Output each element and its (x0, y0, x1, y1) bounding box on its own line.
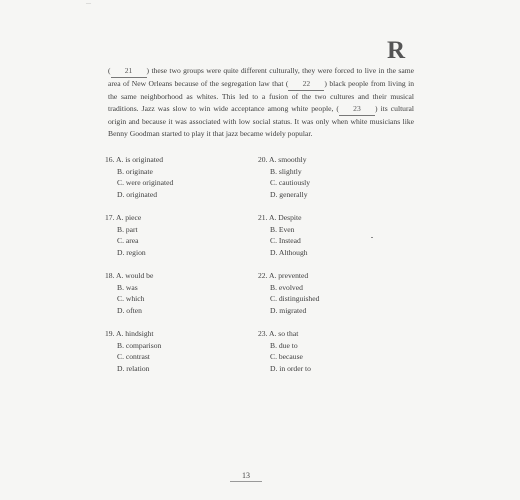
option-text: A. would be (115, 271, 154, 280)
question-17-option-a[interactable] (105, 212, 146, 224)
option-text: A. smoothly (268, 155, 307, 164)
option-text: B. evolved (270, 282, 303, 292)
option-text: C. were originated (117, 178, 174, 188)
question-23-option-d[interactable] (258, 363, 311, 375)
question-17 (105, 212, 146, 259)
section-letter: R (387, 37, 406, 64)
option-text: D. often (117, 306, 142, 316)
option-text: B. Even (270, 224, 295, 234)
question-number: 23. (258, 329, 268, 338)
question-18-option-a[interactable] (105, 270, 153, 282)
option-text: B. slightly (270, 166, 302, 176)
question-17-option-b[interactable] (105, 224, 146, 236)
option-text: D. generally (270, 190, 308, 200)
question-16 (105, 154, 173, 201)
blank-21: 21 (111, 65, 147, 78)
question-21-option-a[interactable] (258, 212, 308, 224)
question-23-option-a[interactable] (258, 328, 311, 340)
option-text: B. due to (270, 340, 298, 350)
option-text: B. part (117, 224, 138, 234)
passage-text-1: these two groups were quite different culturally, they were forced to live in the same area of New Orleans because of the segregation law that (108, 66, 414, 88)
question-19-option-b[interactable] (105, 340, 161, 352)
question-number: 16. (105, 155, 115, 164)
option-text: C. because (270, 352, 303, 362)
option-text: D. originated (117, 190, 158, 200)
option-text: C. area (117, 236, 139, 246)
question-23-option-c[interactable] (258, 351, 311, 363)
question-16-option-c[interactable] (105, 177, 173, 189)
question-20-option-a[interactable] (258, 154, 310, 166)
question-22-option-c[interactable] (258, 293, 319, 305)
question-19-option-a[interactable] (105, 328, 161, 340)
question-22 (258, 270, 319, 317)
question-21-option-c[interactable] (258, 235, 308, 247)
question-17-option-d[interactable] (105, 247, 146, 259)
question-21-option-d[interactable] (258, 247, 308, 259)
option-text: D. Although (270, 248, 308, 258)
question-18 (105, 270, 153, 317)
question-number: 18. (105, 271, 115, 280)
passage-text-3: its cultural origin and because it was associated with low social status. It was only when white musicians like Benny Goodman started to play it that jazz became widely popular. (108, 103, 414, 138)
question-19-option-d[interactable] (105, 363, 161, 375)
question-22-option-b[interactable] (258, 282, 319, 294)
option-text: C. distinguished (270, 294, 320, 304)
option-text: D. region (117, 248, 146, 258)
option-text: D. relation (117, 364, 150, 374)
question-16-option-d[interactable] (105, 189, 173, 201)
question-16-option-b[interactable] (105, 166, 173, 178)
option-text: B. comparison (117, 340, 162, 350)
passage-paragraph: ( 21 ) these two groups were quite different culturally, they were forced to live in the same area of New Orleans because of the segregation law that ( 22 ) black people from living in the same neighborhood as whites. This led to a fusion of the two cultures and their musical traditions. Jazz was slow to win wide acceptance among white people, ( 23 ) its cultural origin and because it was associated with low social status. It was only when white musicians like Benny Goodman started to play it that jazz became widely popular. (108, 66, 414, 138)
question-number: 21. (258, 213, 268, 222)
question-23-option-b[interactable] (258, 340, 311, 352)
option-text: A. Despite (268, 213, 302, 222)
question-number: 20. (258, 155, 268, 164)
question-16-option-a[interactable] (105, 154, 173, 166)
question-number: 19. (105, 329, 115, 338)
question-20-option-b[interactable] (258, 166, 310, 178)
question-20-option-d[interactable] (258, 189, 310, 201)
question-17-option-c[interactable] (105, 235, 146, 247)
question-19 (105, 328, 161, 375)
question-18-option-d[interactable] (105, 305, 153, 317)
blank-22: 22 (288, 78, 324, 91)
option-text: C. cautiously (270, 178, 311, 188)
scan-speck (371, 237, 373, 238)
page-number: 13 (230, 471, 262, 482)
option-text: A. prevented (268, 271, 309, 280)
corner-mark: — (86, 2, 91, 7)
option-text: A. so that (268, 329, 299, 338)
question-23 (258, 328, 311, 375)
question-number: 22. (258, 271, 268, 280)
option-text: B. was (117, 282, 138, 292)
question-20-option-c[interactable] (258, 177, 310, 189)
option-text: D. migrated (270, 306, 307, 316)
option-text: B. originate (117, 166, 153, 176)
option-text: A. hindsight (115, 329, 154, 338)
question-21 (258, 212, 308, 259)
question-18-option-b[interactable] (105, 282, 153, 294)
question-22-option-a[interactable] (258, 270, 319, 282)
question-20 (258, 154, 310, 201)
question-21-option-b[interactable] (258, 224, 308, 236)
option-text: A. piece (115, 213, 142, 222)
blank-23: 23 (339, 103, 375, 116)
option-text: A. is originated (115, 155, 164, 164)
question-22-option-d[interactable] (258, 305, 319, 317)
question-18-option-c[interactable] (105, 293, 153, 305)
option-text: D. in order to (270, 364, 311, 374)
option-text: C. contrast (117, 352, 150, 362)
option-text: C. Instead (270, 236, 301, 246)
question-19-option-c[interactable] (105, 351, 161, 363)
question-number: 17. (105, 213, 115, 222)
passage-text-2: black people from living in the same neighborhood as whites. This led to a fusion of the two cultures and their musical traditions. Jazz was slow to win wide acceptance among white people, (108, 78, 414, 113)
option-text: C. which (117, 294, 145, 304)
